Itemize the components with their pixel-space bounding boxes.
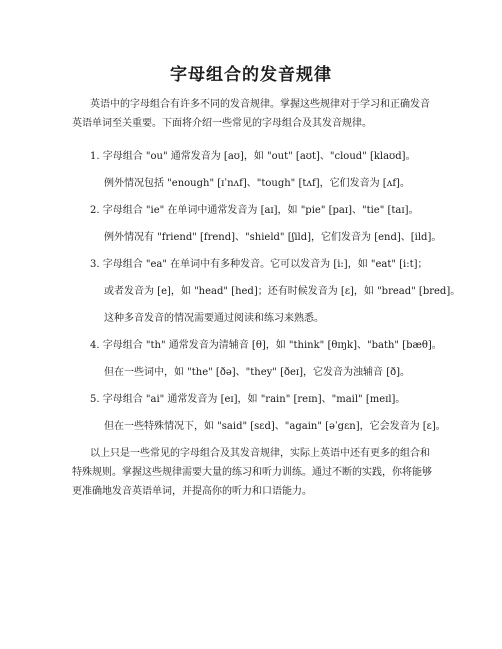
rule-4-note: 但在一些词中，如 "the" [ðə]、"they" [ðeɪ]，它发音为浊辅音 [ð]。 — [104, 367, 411, 378]
intro-line-1: 英语中的字母组合有许多不同的发音规律。掌握这些规律对于学习和正确发音 — [90, 99, 430, 110]
conclusion-line-1: 以上只是一些常见的字母组合及其发音规律，实际上英语中还有更多的组合和 — [90, 448, 430, 459]
rule-2: 2. 字母组合 "ie" 在单词中通常发音为 [aɪ]，如 "pie" [paɪ]、"tie" [taɪ]。 — [90, 205, 419, 216]
rule-2-note: 例外情况有 "friend" [frend]、"shield" [ʃild]，它们发音为 [end]、[ild]。 — [104, 232, 442, 243]
intro-line-2: 英语单词至关重要。下面将介绍一些常见的字母组合及其发音规律。 — [72, 118, 372, 129]
rule-3-note-2: 这种多音发音的情况需要通过阅读和练习来熟悉。 — [104, 313, 324, 324]
rule-3: 3. 字母组合 "ea" 在单词中有多种发音。它可以发音为 [i:]，如 "eat" [i:t]； — [90, 259, 428, 270]
rule-1-note: 例外情况包括 "enough" [ɪˈnʌf]、"tough" [tʌf]，它们发音为 [ʌf]。 — [104, 178, 410, 189]
rule-4: 4. 字母组合 "th" 通常发音为清辅音 [θ]，如 "think" [θɪŋk]、"bath" [bæθ]。 — [90, 340, 442, 351]
conclusion-line-3: 更准确地发音英语单词，并提高你的听力和口语能力。 — [72, 486, 312, 497]
rule-5-note: 但在一些特殊情况下，如 "said" [sɛd]、"again" [əˈgɛn]，它会发音为 [ɛ]。 — [104, 421, 446, 432]
page-title: 字母组合的发音规律 — [170, 65, 332, 85]
rule-3-note-1: 或者发音为 [e]，如 "head" [hed]；还有时候发音为 [ɛ]，如 "bread" [bred]。 — [104, 286, 461, 297]
rule-5: 5. 字母组合 "ai" 通常发音为 [eɪ]，如 "rain" [reɪn]、"mail" [meɪl]。 — [90, 394, 406, 405]
rule-1: 1. 字母组合 "ou" 通常发音为 [aʊ]，如 "out" [aʊt]、"cloud" [klaʊd]。 — [90, 151, 416, 162]
conclusion-line-2: 特殊规则。掌握这些规律需要大量的练习和听力训练。通过不断的实践，你将能够 — [72, 467, 432, 478]
